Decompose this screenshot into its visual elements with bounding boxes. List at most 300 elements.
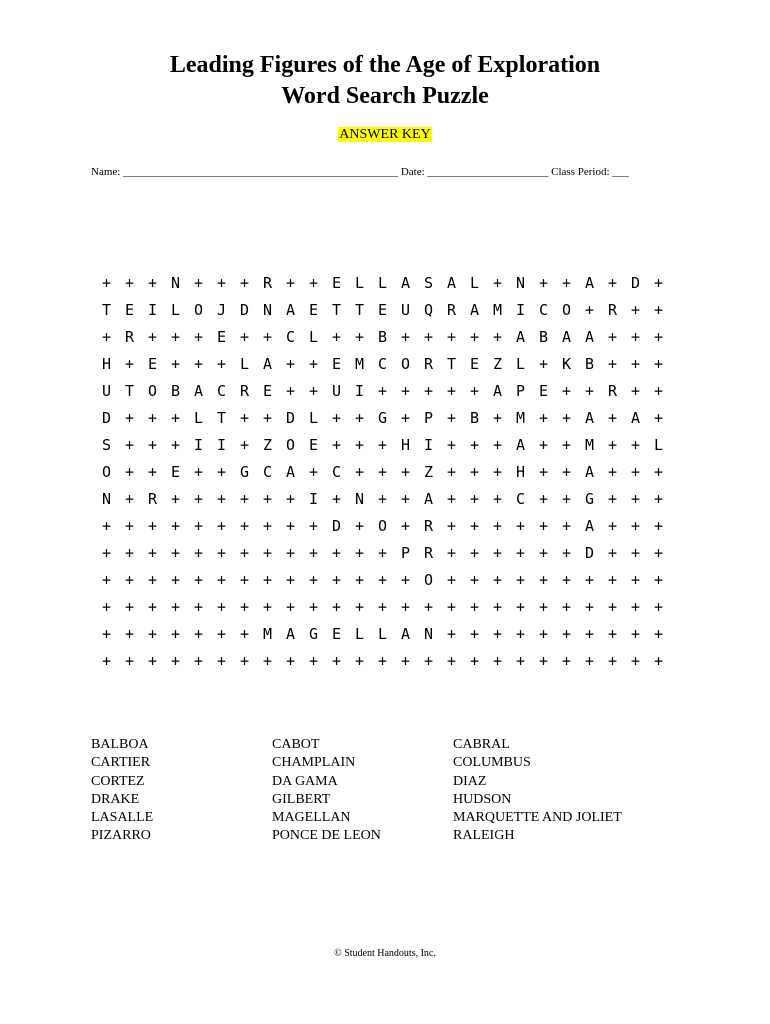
grid-cell: + [193,490,204,508]
grid-cell: + [653,409,664,427]
grid-cell: + [469,328,480,346]
word-item: CABRAL [453,737,510,752]
grid-cell: + [630,571,641,589]
grid-cell: + [216,490,227,508]
grid-cell: + [285,355,296,373]
word-item: PONCE DE LEON [272,828,381,844]
grid-cell: B [377,328,388,346]
grid-cell: E [377,301,388,319]
grid-cell: + [354,517,365,535]
word-list-column-1 [91,736,153,846]
grid-cell: + [262,409,273,427]
grid-cell: R [239,382,250,400]
grid-cell: + [308,652,319,670]
grid-cell: H [400,436,411,454]
grid-cell: A [446,274,457,292]
grid-cell: U [331,382,342,400]
grid-cell: + [653,463,664,481]
grid-cell: O [561,301,572,319]
grid-cell: Q [423,301,434,319]
grid-cell: + [515,544,526,562]
grid-cell: B [538,328,549,346]
grid-cell: + [170,328,181,346]
grid-cell: + [630,490,641,508]
grid-cell: + [170,571,181,589]
grid-cell: G [308,625,319,643]
grid-cell: + [561,274,572,292]
grid-cell: + [354,544,365,562]
grid-cell: D [584,544,595,562]
grid-cell: + [653,382,664,400]
grid-cell: + [561,409,572,427]
grid-cell: E [331,625,342,643]
grid-cell: C [285,328,296,346]
grid-cell: I [308,490,319,508]
grid-cell: T [124,382,135,400]
grid-cell: + [607,409,618,427]
grid-cell: + [101,571,112,589]
grid-cell: R [262,274,273,292]
grid-cell: A [193,382,204,400]
grid-cell: E [308,436,319,454]
grid-cell: A [262,355,273,373]
grid-cell: G [239,463,250,481]
grid-cell: + [469,544,480,562]
word-item: CABOT [272,737,320,752]
grid-cell: + [446,544,457,562]
grid-cell: + [630,355,641,373]
grid-cell: + [653,328,664,346]
grid-cell: + [492,328,503,346]
grid-cell: + [515,598,526,616]
grid-cell: L [354,274,365,292]
grid-cell: + [630,328,641,346]
grid-cell: + [193,355,204,373]
grid-cell: + [262,490,273,508]
grid-cell: + [584,652,595,670]
grid-cell: + [492,598,503,616]
grid-cell: + [561,463,572,481]
grid-cell: C [515,490,526,508]
grid-cell: + [216,517,227,535]
grid-cell: + [285,274,296,292]
grid-cell: + [331,598,342,616]
grid-cell: + [584,598,595,616]
grid-cell: + [423,652,434,670]
grid-cell: + [377,463,388,481]
word-list-column-2 [272,736,381,846]
grid-cell: L [469,274,480,292]
grid-cell: A [584,328,595,346]
grid-cell: + [285,517,296,535]
grid-cell: A [423,490,434,508]
grid-cell: A [400,625,411,643]
grid-cell: E [469,355,480,373]
grid-cell: O [377,517,388,535]
grid-cell: + [193,463,204,481]
grid-cell: + [377,490,388,508]
grid-cell: C [262,463,273,481]
grid-cell: + [239,274,250,292]
grid-cell: P [400,544,411,562]
grid-cell: + [147,328,158,346]
grid-cell: + [561,652,572,670]
grid-cell: + [515,517,526,535]
grid-cell: + [216,652,227,670]
grid-cell: + [446,463,457,481]
grid-row [95,405,670,432]
grid-row [95,324,670,351]
grid-cell: + [492,490,503,508]
grid-cell: + [492,571,503,589]
grid-cell: + [124,571,135,589]
grid-cell: C [377,355,388,373]
grid-cell: B [170,382,181,400]
grid-cell: + [193,625,204,643]
grid-cell: + [354,328,365,346]
grid-cell: K [561,355,572,373]
grid-cell: + [147,571,158,589]
grid-cell: + [262,571,273,589]
grid-cell: B [584,355,595,373]
grid-cell: + [354,571,365,589]
grid-cell: O [101,463,112,481]
grid-cell: + [630,517,641,535]
grid-cell: A [400,274,411,292]
grid-cell: + [308,274,319,292]
grid-cell: + [630,625,641,643]
grid-cell: + [124,652,135,670]
grid-cell: + [354,652,365,670]
grid-row [95,270,670,297]
grid-cell: + [285,544,296,562]
grid-cell: + [607,355,618,373]
grid-cell: + [101,598,112,616]
grid-cell: L [193,409,204,427]
grid-cell: + [538,571,549,589]
grid-cell: + [124,436,135,454]
grid-cell: + [446,490,457,508]
grid-cell: + [193,598,204,616]
grid-cell: + [147,409,158,427]
grid-cell: + [607,517,618,535]
grid-cell: + [239,598,250,616]
grid-cell: + [147,463,158,481]
grid-cell: R [147,490,158,508]
name-date-period-line: Name: __________________________________________________ Date: ______________________ Class Period: ___ [91,166,629,178]
grid-cell: + [630,544,641,562]
grid-cell: I [216,436,227,454]
grid-cell: I [515,301,526,319]
grid-cell: + [170,409,181,427]
grid-cell: + [331,328,342,346]
grid-cell: + [538,490,549,508]
grid-cell: Z [262,436,273,454]
grid-cell: G [584,490,595,508]
grid-cell: + [216,544,227,562]
grid-cell: + [239,517,250,535]
grid-cell: + [170,490,181,508]
grid-cell: + [124,544,135,562]
grid-cell: + [354,436,365,454]
grid-cell: S [101,436,112,454]
grid-cell: + [607,436,618,454]
grid-cell: + [492,544,503,562]
grid-cell: + [538,463,549,481]
grid-cell: + [515,625,526,643]
grid-cell: + [492,436,503,454]
grid-cell: + [262,598,273,616]
grid-cell: + [147,544,158,562]
grid-cell: S [423,274,434,292]
grid-cell: + [607,328,618,346]
grid-cell: + [469,436,480,454]
grid-cell: N [170,274,181,292]
grid-cell: + [170,355,181,373]
word-item: CARTIER [91,755,151,771]
copyright-footer: © Student Handouts, Inc. [334,948,436,959]
grid-cell: A [584,517,595,535]
grid-cell: + [377,652,388,670]
answer-key-label [0,127,770,143]
grid-cell: + [492,463,503,481]
word-item: COLUMBUS [453,755,531,771]
grid-cell: + [216,598,227,616]
grid-cell: + [377,571,388,589]
grid-cell: + [377,436,388,454]
grid-cell: D [239,301,250,319]
grid-cell: P [515,382,526,400]
grid-cell: + [170,625,181,643]
grid-cell: + [469,463,480,481]
grid-cell: O [193,301,204,319]
grid-cell: A [515,328,526,346]
grid-cell: + [607,625,618,643]
grid-cell: L [170,301,181,319]
grid-cell: I [354,382,365,400]
grid-cell: R [423,355,434,373]
grid-cell: + [446,409,457,427]
grid-cell: + [423,382,434,400]
grid-cell: + [538,355,549,373]
grid-cell: + [308,355,319,373]
grid-cell: + [607,598,618,616]
grid-cell: L [377,625,388,643]
grid-cell: + [101,274,112,292]
grid-cell: O [285,436,296,454]
grid-cell: + [469,490,480,508]
grid-row [95,540,670,567]
grid-cell: + [262,328,273,346]
grid-cell: D [101,409,112,427]
grid-cell: + [101,625,112,643]
grid-cell: + [170,652,181,670]
grid-cell: + [446,598,457,616]
grid-cell: + [308,571,319,589]
grid-cell: + [239,436,250,454]
grid-row [95,567,670,594]
grid-cell: + [538,436,549,454]
grid-cell: + [446,328,457,346]
word-item: PIZARRO [91,828,151,844]
grid-row [95,297,670,324]
grid-cell: M [515,409,526,427]
grid-cell: + [308,382,319,400]
grid-cell: + [538,274,549,292]
grid-cell: Z [423,463,434,481]
grid-cell: + [538,598,549,616]
grid-cell: H [101,355,112,373]
grid-cell: T [446,355,457,373]
grid-cell: + [216,274,227,292]
grid-row [95,513,670,540]
grid-cell: + [170,598,181,616]
grid-cell: + [400,517,411,535]
grid-cell: + [400,382,411,400]
grid-cell: + [607,463,618,481]
grid-cell: + [607,571,618,589]
grid-cell: + [285,490,296,508]
grid-cell: M [584,436,595,454]
grid-cell: + [331,544,342,562]
grid-cell: + [239,652,250,670]
grid-cell: + [630,301,641,319]
grid-cell: + [262,544,273,562]
grid-cell: + [515,571,526,589]
grid-cell: + [216,355,227,373]
grid-cell: I [147,301,158,319]
grid-row [95,486,670,513]
grid-cell: + [561,436,572,454]
grid-cell: O [147,382,158,400]
grid-cell: A [492,382,503,400]
grid-cell: + [124,409,135,427]
grid-cell: + [216,463,227,481]
grid-cell: + [538,517,549,535]
grid-cell: + [469,625,480,643]
grid-cell: + [561,490,572,508]
grid-cell: + [193,328,204,346]
grid-row [95,351,670,378]
grid-cell: + [630,436,641,454]
title-line-1: Leading Figures of the Age of Exploration [169,52,601,78]
grid-cell: + [354,409,365,427]
grid-cell: + [653,301,664,319]
word-item: BALBOA [91,737,149,752]
grid-cell: N [354,490,365,508]
grid-cell: + [239,625,250,643]
word-item: CORTEZ [91,773,145,789]
grid-cell: B [469,409,480,427]
grid-cell: E [308,301,319,319]
grid-cell: + [193,274,204,292]
grid-cell: A [285,301,296,319]
grid-cell: + [354,463,365,481]
grid-cell: + [538,409,549,427]
grid-cell: + [538,544,549,562]
grid-cell: + [331,490,342,508]
grid-cell: + [124,598,135,616]
grid-cell: Z [492,355,503,373]
grid-cell: + [653,274,664,292]
grid-cell: + [653,517,664,535]
grid-cell: + [469,652,480,670]
grid-cell: + [124,625,135,643]
grid-cell: L [377,274,388,292]
word-item: CHAMPLAIN [272,755,356,771]
grid-cell: R [124,328,135,346]
grid-cell: I [423,436,434,454]
grid-cell: C [216,382,227,400]
grid-cell: + [239,571,250,589]
grid-cell: + [262,652,273,670]
grid-cell: + [561,625,572,643]
grid-cell: P [423,409,434,427]
grid-cell: + [285,652,296,670]
grid-cell: E [124,301,135,319]
grid-cell: E [331,355,342,373]
grid-cell: + [400,463,411,481]
word-item: MARQUETTE AND JOLIET [453,810,622,826]
grid-cell: + [400,490,411,508]
grid-cell: + [584,625,595,643]
grid-cell: N [101,490,112,508]
grid-cell: + [216,571,227,589]
grid-cell: T [101,301,112,319]
grid-cell: + [239,490,250,508]
grid-cell: + [308,598,319,616]
grid-cell: + [170,436,181,454]
grid-row [95,432,670,459]
grid-cell: D [630,274,641,292]
grid-cell: E [538,382,549,400]
word-list-column-3 [453,736,622,846]
grid-cell: + [331,436,342,454]
grid-cell: T [331,301,342,319]
grid-cell: + [216,625,227,643]
grid-cell: + [400,652,411,670]
grid-cell: + [653,652,664,670]
grid-cell: + [492,517,503,535]
word-item: GILBERT [272,791,331,807]
grid-cell: + [561,571,572,589]
word-search-grid [95,270,670,675]
grid-cell: D [331,517,342,535]
grid-cell: + [607,490,618,508]
grid-cell: + [653,544,664,562]
grid-cell: C [331,463,342,481]
grid-cell: E [331,274,342,292]
grid-cell: R [446,301,457,319]
grid-cell: + [377,382,388,400]
grid-cell: + [354,598,365,616]
grid-cell: A [515,436,526,454]
grid-cell: + [377,544,388,562]
grid-cell: R [607,382,618,400]
grid-cell: + [561,382,572,400]
grid-cell: + [561,517,572,535]
grid-cell: + [584,301,595,319]
grid-cell: + [653,625,664,643]
grid-cell: + [469,571,480,589]
grid-cell: A [584,463,595,481]
answer-key-highlight: ANSWER KEY [339,127,431,142]
grid-cell: + [400,409,411,427]
grid-cell: + [607,652,618,670]
grid-cell: N [423,625,434,643]
grid-cell: + [538,652,549,670]
grid-cell: + [308,463,319,481]
